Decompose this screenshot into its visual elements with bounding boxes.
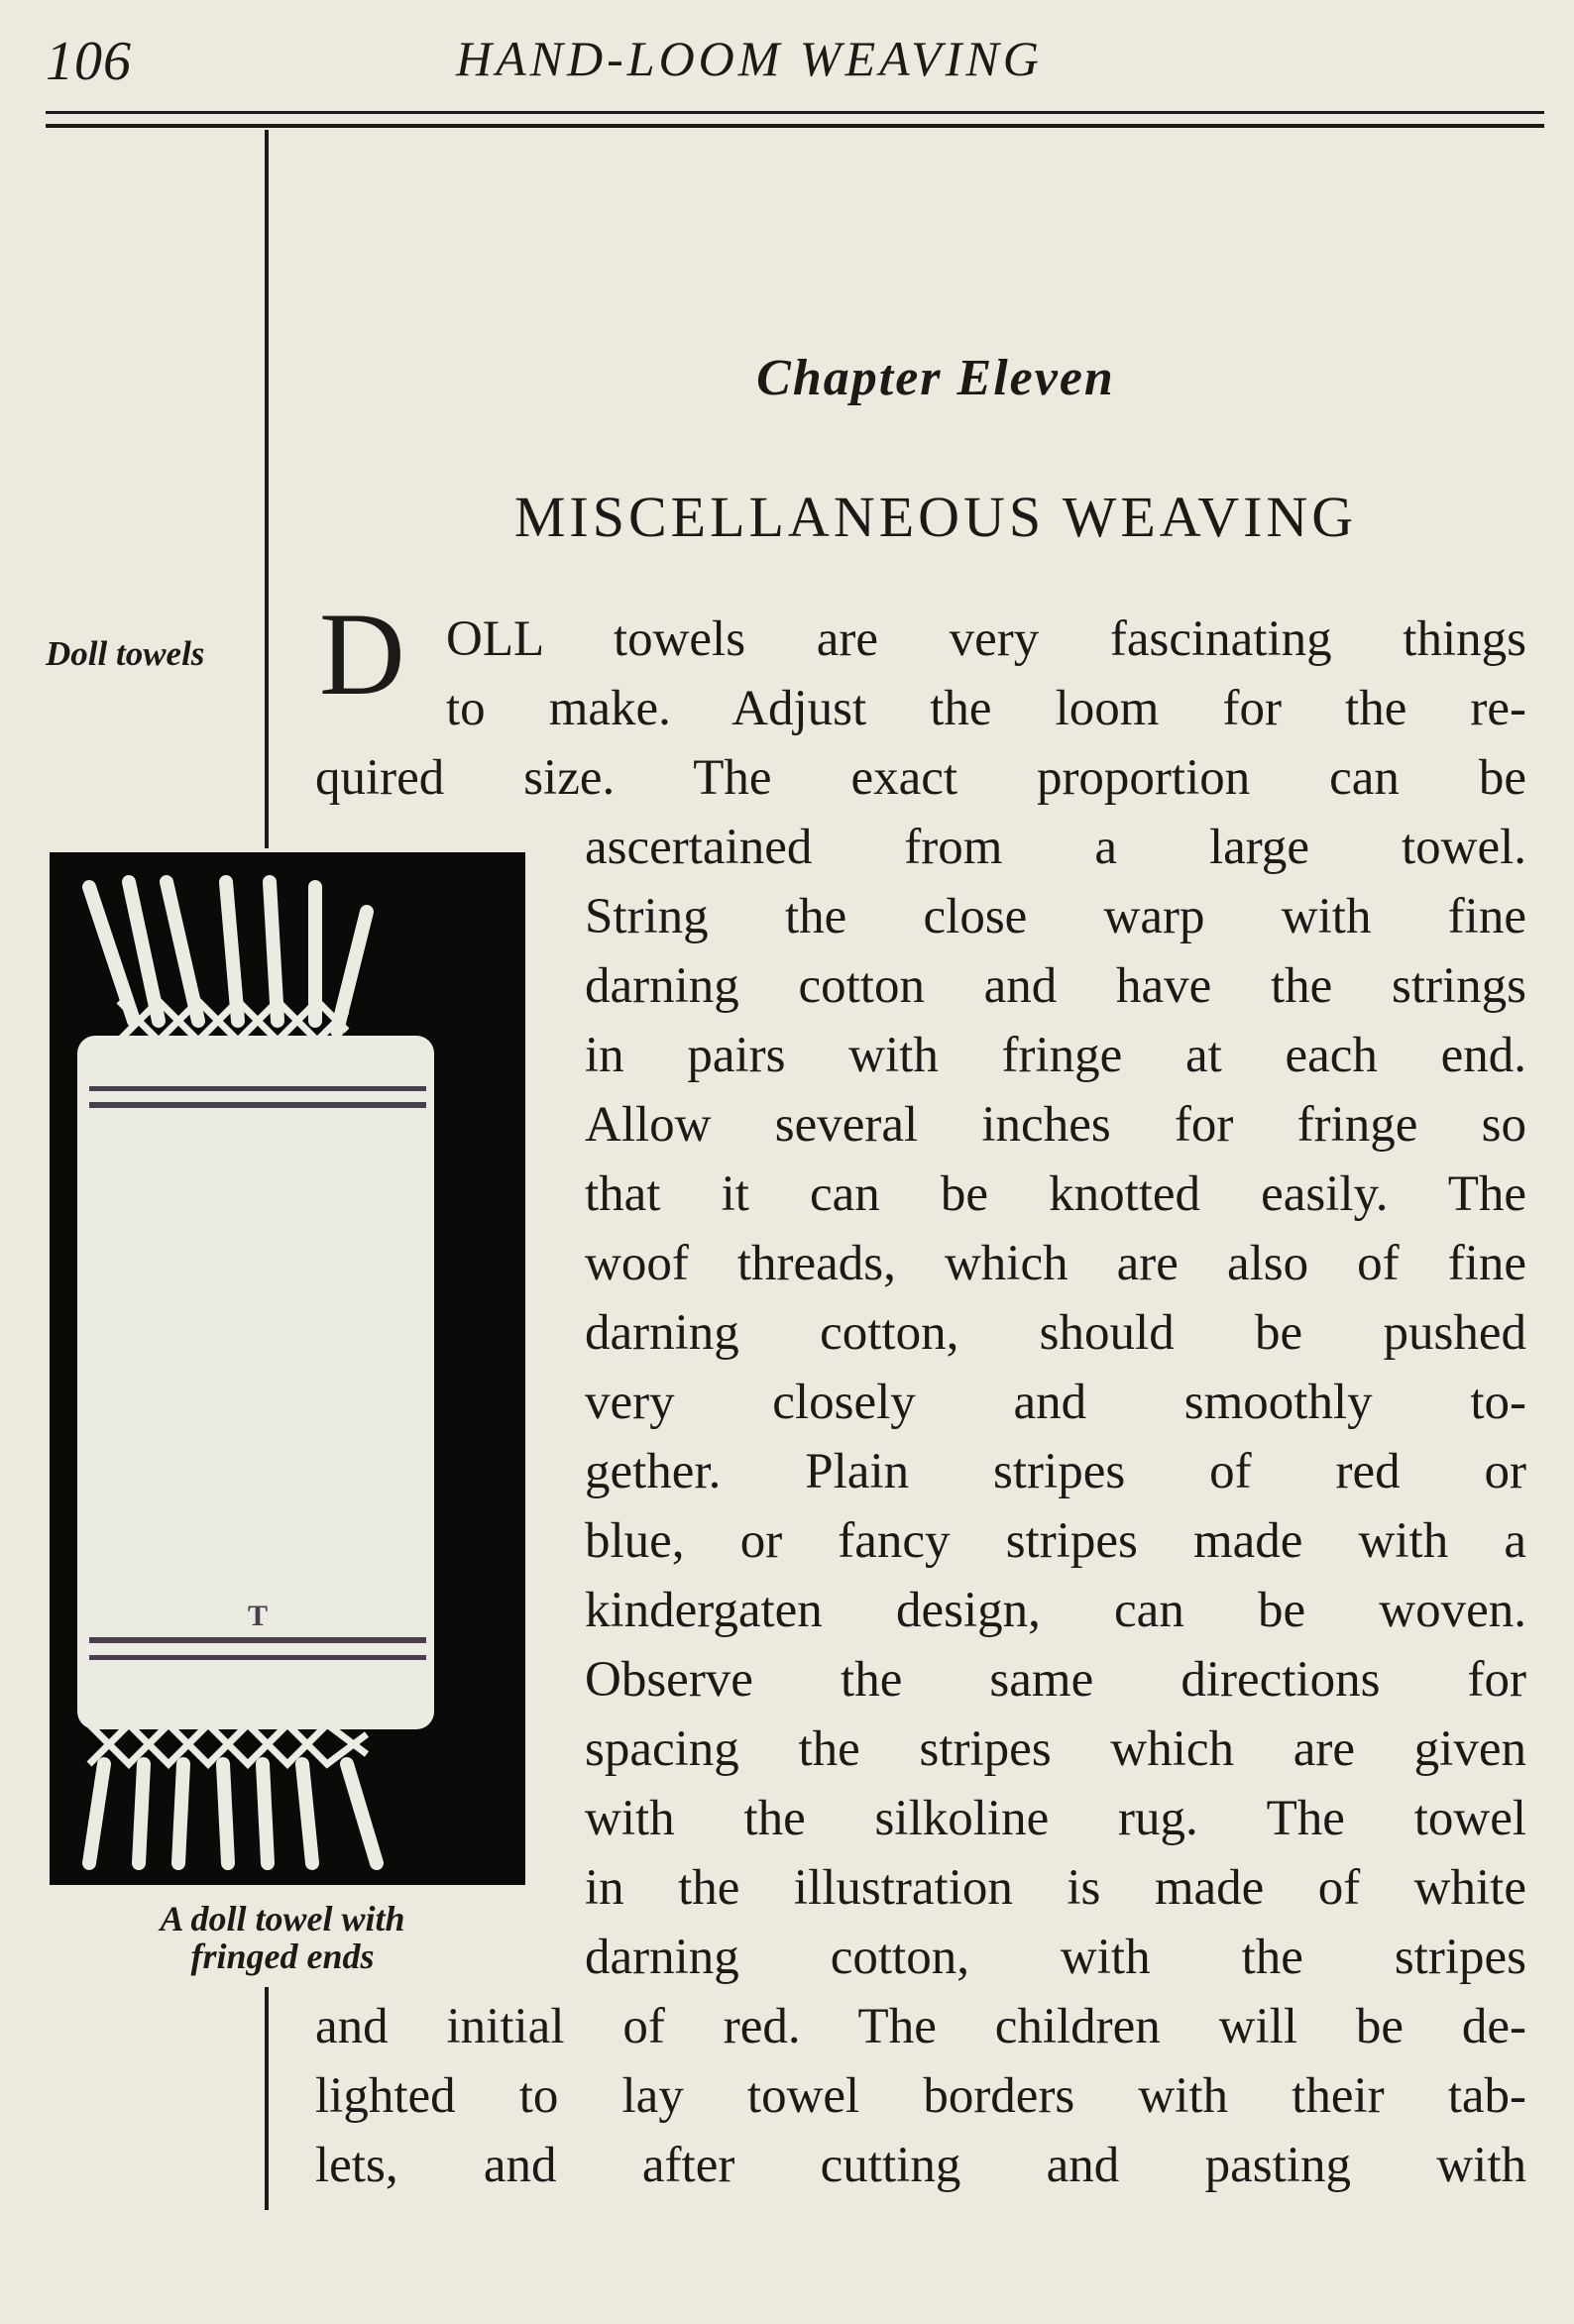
figure-caption [40,1900,525,1975]
body-line: to make. Adjust the loom for the re- [446,681,1526,736]
body-line: woof threads, which are also of fine [585,1236,1526,1291]
body-line: ascertained from a large towel. [585,820,1526,875]
header-rule [46,111,1544,114]
body-line: in pairs with fringe at each end. [585,1028,1526,1083]
running-head: HAND-LOOM WEAVING [456,31,1043,86]
body-line: Observe the same directions for [585,1652,1526,1708]
page-number: 106 [46,31,132,92]
towel-illustration-svg [50,852,525,1885]
body-line: with the silkoline rug. The towel [585,1791,1526,1846]
towel-photo-illustration [50,852,525,1885]
body-line: Allow several inches for fringe so [585,1097,1526,1153]
drop-cap: D [319,588,405,719]
side-note: Doll towels [46,634,205,673]
body-line: lets, and after cutting and pasting with [315,2138,1526,2193]
towel-initial: T [248,1600,269,1632]
header-rule-double [46,124,1544,128]
body-line: darning cotton, with the stripes [585,1930,1526,1985]
body-line: quired size. The exact proportion can be [315,750,1526,806]
body-line: and initial of red. The children will be de- [315,1999,1526,2054]
body-line: that it can be knotted easily. The [585,1166,1526,1222]
body-line: lighted to lay towel borders with their tab- [315,2068,1526,2124]
margin-rule-lower [265,1987,269,2210]
body-line: very closely and smoothly to- [585,1375,1526,1430]
body-line: OLL towels are very fascinating things [446,611,1526,667]
body-line: String the close warp with fine [585,889,1526,944]
body-line: in the illustration is made of white [585,1860,1526,1916]
body-line: gether. Plain stripes of red or [585,1444,1526,1499]
stripe [89,1655,426,1660]
stripe [89,1637,426,1643]
chapter-label: Chapter Eleven [756,350,1115,406]
body-line: blue, or fancy stripes made with a [585,1513,1526,1569]
body-line: spacing the stripes which are given [585,1721,1526,1777]
stripe [89,1102,426,1108]
body-line: darning cotton and have the strings [585,958,1526,1014]
body-line: kindergaten design, can be woven. [585,1583,1526,1638]
caption-line: A doll towel with [160,1899,405,1938]
stripe [89,1086,426,1091]
bottom-fringe [89,1764,377,1863]
chapter-title: MISCELLANEOUS WEAVING [513,485,1358,549]
bottom-knot-lattice [89,1724,367,1764]
caption-line: fringed ends [190,1937,375,1976]
margin-rule [265,130,269,848]
body-line: darning cotton, should be pushed [585,1305,1526,1361]
